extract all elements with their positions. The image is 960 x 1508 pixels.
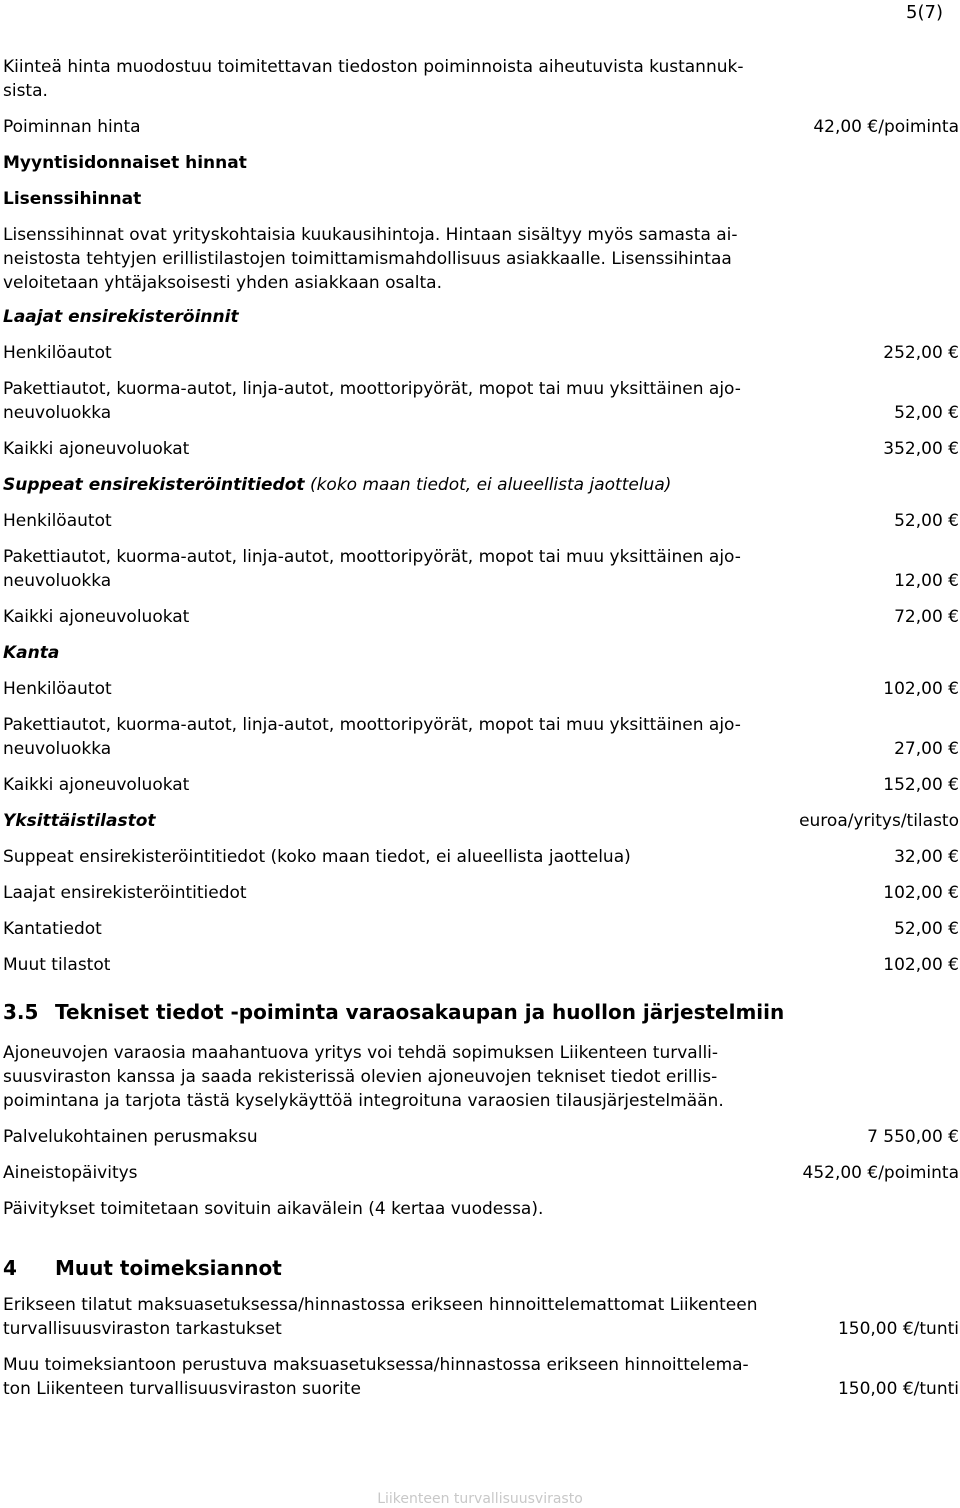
price-row [3, 1353, 959, 1401]
price-value: 52,00 € [894, 403, 959, 423]
section-heading-3-5 [3, 999, 959, 1025]
price-label: Kaikki ajoneuvoluokat [3, 775, 190, 795]
section-heading-text: Tekniset tiedot -poiminta varaosakaupan ja huollon järjestelmiin [55, 1000, 785, 1024]
price-value: 72,00 € [894, 607, 959, 627]
price-value: 42,00 €/poiminta [813, 117, 959, 137]
price-row [3, 773, 959, 797]
price-row [3, 437, 959, 461]
price-label: Laajat ensirekisteröintitiedot [3, 883, 247, 903]
price-value: 252,00 € [883, 343, 959, 363]
price-value: 27,00 € [894, 739, 959, 759]
section-title-laajat: Laajat ensirekisteröinnit [3, 307, 239, 327]
price-row [3, 1161, 959, 1185]
document-body [3, 55, 959, 1401]
price-label: Aineistopäivitys [3, 1163, 138, 1183]
intro-line-1: Kiinteä hinta muodostuu toimitettavan tiedoston poiminnoista aiheutuvista kustannuk- [3, 57, 744, 77]
price-label-line-1: Pakettiautot, kuorma-autot, linja-autot, moottoripyörät, mopot tai muu yksittäinen ajo- [3, 547, 741, 567]
section-title-suppeat [3, 473, 959, 497]
price-row [3, 845, 959, 869]
price-row [3, 509, 959, 533]
price-label: Henkilöautot [3, 511, 112, 531]
lisenssi-text-line-3: veloitetaan yhtäjaksoisesti yhden asiakkaan osalta. [3, 273, 442, 293]
price-row [3, 1125, 959, 1149]
price-value: 150,00 €/tunti [837, 1379, 959, 1399]
section-title-lisenssihinnat: Lisenssihinnat [3, 189, 142, 209]
suppeat-title: Suppeat ensirekisteröintitiedot [3, 475, 305, 495]
price-value: 102,00 € [883, 883, 959, 903]
price-label: Kaikki ajoneuvoluokat [3, 607, 190, 627]
price-row [3, 881, 959, 905]
section-3-5-text-line-2: suusviraston kanssa ja saada rekisterissä olevien ajoneuvojen tekniset tiedot erillis- [3, 1067, 718, 1087]
page-number: 5(7) [906, 2, 943, 23]
price-row [3, 545, 959, 593]
section-number: 4 [3, 1256, 17, 1280]
price-value: 150,00 €/tunti [837, 1319, 959, 1339]
price-label: Kaikki ajoneuvoluokat [3, 439, 190, 459]
price-value: 52,00 € [894, 919, 959, 939]
section-title-myyntisidonnaiset: Myyntisidonnaiset hinnat [3, 153, 247, 173]
price-label: Henkilöautot [3, 679, 112, 699]
price-row [3, 677, 959, 701]
section-number: 3.5 [3, 1000, 39, 1024]
price-value: 12,00 € [894, 571, 959, 591]
price-value: 452,00 €/poiminta [802, 1163, 959, 1183]
price-row [3, 713, 959, 761]
intro-line-2: sista. [3, 81, 48, 101]
price-row [3, 377, 959, 425]
section-3-5-text-line-1: Ajoneuvojen varaosia maahantuova yritys voi tehdä sopimuksen Liikenteen turvalli- [3, 1043, 719, 1063]
price-value: 102,00 € [883, 955, 959, 975]
price-label: Suppeat ensirekisteröintitiedot (koko maan tiedot, ei alueellista jaottelua) [3, 847, 631, 867]
price-label-line-2: neuvoluokka [3, 571, 112, 591]
section-title-kanta: Kanta [3, 643, 60, 663]
price-label-line-1: Erikseen tilatut maksuasetuksessa/hinnastossa erikseen hinnoittelemattomat Liikenteen [3, 1295, 758, 1315]
yksittaistilastot-title: Yksittäistilastot [3, 811, 156, 831]
price-row [3, 1293, 959, 1341]
price-label-line-2: neuvoluokka [3, 739, 112, 759]
price-label: Muut tilastot [3, 955, 111, 975]
section-3-5-text-line-3: poimintana ja tarjota tästä kyselykäyttöä integroituna varaosien tilausjärjestelmään. [3, 1091, 724, 1111]
footer-organization: Liikenteen turvallisuusvirasto [377, 1491, 583, 1507]
price-row [3, 953, 959, 977]
section-heading-4 [3, 1255, 959, 1281]
price-label: Poiminnan hinta [3, 117, 141, 137]
yksittaistilastot-unit: euroa/yritys/tilasto [799, 811, 959, 831]
lisenssi-text-line-1: Lisenssihinnat ovat yrityskohtaisia kuukausihintoja. Hintaan sisältyy myös samasta ai- [3, 225, 738, 245]
price-row [3, 917, 959, 941]
price-value: 52,00 € [894, 511, 959, 531]
price-label: Henkilöautot [3, 343, 112, 363]
price-label-line-2: turvallisuusviraston tarkastukset [3, 1319, 282, 1339]
price-label-line-1: Muu toimeksiantoon perustuva maksuasetuksessa/hinnastossa erikseen hinnoittelema- [3, 1355, 749, 1375]
price-value: 102,00 € [883, 679, 959, 699]
price-value: 352,00 € [883, 439, 959, 459]
price-label-line-2: neuvoluokka [3, 403, 112, 423]
price-label-line-1: Pakettiautot, kuorma-autot, linja-autot, moottoripyörät, mopot tai muu yksittäinen ajo- [3, 379, 741, 399]
price-label-line-2: ton Liikenteen turvallisuusviraston suorite [3, 1379, 361, 1399]
section-3-5-note: Päivitykset toimitetaan sovituin aikavälein (4 kertaa vuodessa). [3, 1199, 544, 1219]
price-label: Kantatiedot [3, 919, 102, 939]
section-title-yksittaistilastot [3, 809, 959, 833]
suppeat-subtitle: (koko maan tiedot, ei alueellista jaottelua) [304, 475, 672, 495]
price-label: Palvelukohtainen perusmaksu [3, 1127, 258, 1147]
section-heading-text: Muut toimeksiannot [55, 1256, 282, 1280]
price-row [3, 341, 959, 365]
price-row-poiminnan-hinta [3, 115, 959, 139]
price-row [3, 605, 959, 629]
price-value: 152,00 € [883, 775, 959, 795]
price-label-line-1: Pakettiautot, kuorma-autot, linja-autot, moottoripyörät, mopot tai muu yksittäinen ajo- [3, 715, 741, 735]
price-value: 7 550,00 € [867, 1127, 959, 1147]
price-value: 32,00 € [894, 847, 959, 867]
lisenssi-text-line-2: neistosta tehtyjen erillistilastojen toimittamismahdollisuus asiakkaalle. Lisenssihintaa [3, 249, 732, 269]
